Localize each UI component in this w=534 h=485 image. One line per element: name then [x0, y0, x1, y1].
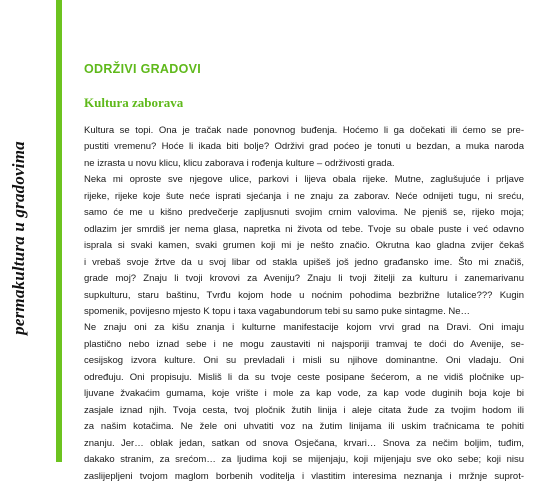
body-line: Neka mi oproste sve njegove ulice, parkovi i lijeva obala rijeke. Mutne, zaglušujuće i prljave	[84, 174, 524, 186]
body-line: Kultura se topi. Ona je tračak nade ponovnog buđenja. Hoćemo li ga dočekati ili ćemo se pre-	[84, 125, 524, 136]
body-line: zaslijepljeni tvojom maglom borbenih voditelja i vlastitim interesima neznanja i mržnje suprot-	[84, 470, 524, 482]
body-line: plastično nebo iznad sebe i ne mogu zaustaviti ni najsporiji tramvaj te doći do Avenije, se-	[84, 338, 524, 350]
body-line: i vrebaš svoje žrtve da u svoj libar od stakla upišeš još jedno građansko ime. Što mi značiš,	[84, 256, 524, 268]
body-line: grade moj? Znaju li tvoji krovovi za Aveniju? Znaju li tvoji žitelji za kulturu i zanemarivanu	[84, 273, 524, 285]
side-running-title: permakultura u gradovima	[9, 141, 28, 335]
section-title: ODRŽIVI GRADOVI	[84, 62, 202, 76]
body-line: znanju. Jer… oblak jedan, satkan od snova Osječana, krvari… Snova za nečim boljim, tuđim,	[84, 437, 524, 449]
article-subtitle: Kultura zaborava	[84, 95, 184, 110]
body-line: odlazim jer smrdiš jer nema glasa, napretka ni života od tebe. Tvoje su obale puste i već odavno	[84, 223, 524, 235]
body-line: spomenik, povijesno mjesto K topu i taxa vagabundorum tebi su samo puke sintagme. Ne…	[84, 305, 471, 317]
body-line: ljuvane žvakaćim gumama, koje vrište i mole za kap vode, za kap vode duginih boja koje bi	[84, 388, 524, 400]
body-line: dakako stranim, za srećom… za ljudima koji se mijenjaju, koji mijenjaju sve oko sebe; koji nisu	[84, 454, 524, 466]
article-body	[84, 123, 524, 485]
body-line: samo će me u kišno predvečerje zapljusnuti svojim crnim valovima. Ne pjeniš se, rijeko moja;	[84, 207, 524, 219]
body-line: rijeke, rijeke koje šute neće isprati sjećanja i ne znaju za zaborav. Neće odnijeti tugu, ni sreću,	[84, 190, 524, 202]
body-line: pustiti vremenu? Hoće li ikada biti bolje? Održivi grad poćeo je tonuti u bezdan, a muka naroda	[84, 141, 524, 153]
body-line: za našim kotačima. Ne žele oni uhvatiti voz na žutim linijama ili uskim tračnicama te pohiti	[84, 421, 524, 433]
body-line: isprala si svaki kamen, svaki grumen koji mi je nešto značio. Okrutna kao gladna zvijer čekaš	[84, 240, 524, 252]
body-line: cesijskog izvora kulture. Oni su prevladali i misli su njihove dominantne. Oni vladaju. Oni	[84, 355, 524, 367]
body-line: Ne znaju oni za kišu znanja i kulturne manifestacije kojom vrvi grad na Dravi. Oni imaju	[84, 322, 524, 334]
body-line: zasjale iznad njih. Tvoja cesta, tvoj pločnik žutih linija i aleje citata žude za tvojim hodom ili	[84, 404, 524, 416]
body-line: supkulturu, staru baštinu, Tvrđu kojom hode u noćnim pohodima bezbrižne lutalice??? Kugin	[84, 289, 524, 301]
accent-divider-bar	[56, 0, 62, 462]
body-line: određuju. Oni propisuju. Misliš li da su tvoje ceste posipane šećerom, a ne vidiš pločnike up-	[84, 371, 524, 383]
body-line: ne izrasta u novu klicu, klicu zaborava i rođenja kulture – održivosti grada.	[84, 157, 395, 169]
